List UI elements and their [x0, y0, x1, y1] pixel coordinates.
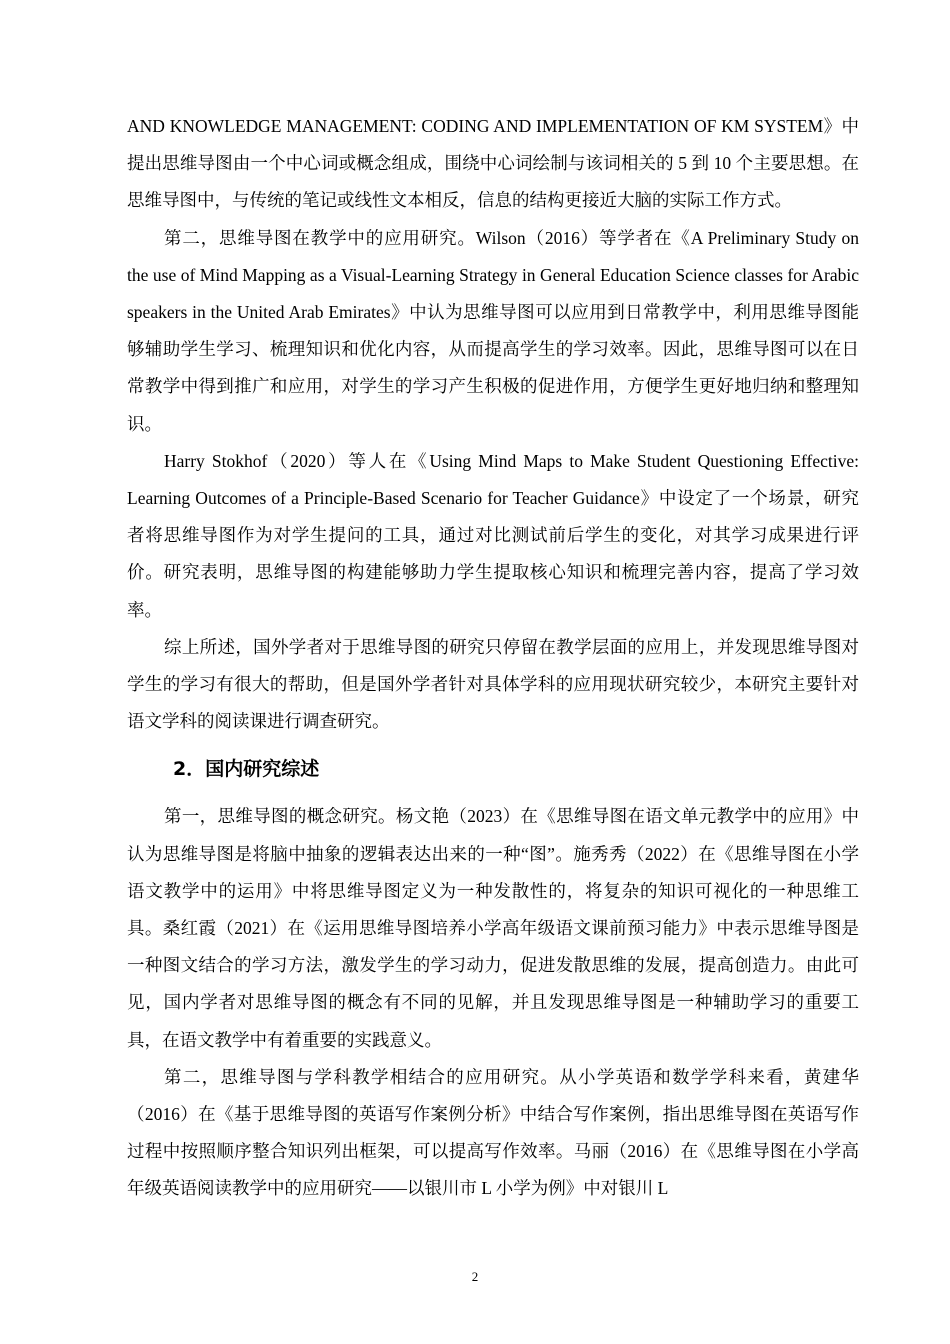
- section-heading: 2．国内研究综述: [173, 758, 320, 781]
- paragraph-application-research: 第二，思维导图在教学中的应用研究。Wilson（2016）等学者在《A Preliminary Study on the use of Mind Mapping as a Visual-Learning Strategy in General Education Science classes for Arabic speakers in the United Arab Emirates》中认为思维导图可以应用到日常教学中，利用思维导图能够辅助学生学习、梳理知识和优化内容，从而提高学生的学习效率。因此，思维导图可以在日常教学中得到推广和应用，对学生的学习产生积极的促进作用，方便学生更好地归纳和整理知识。: [127, 227, 859, 434]
- paragraph-stokhof-study: Harry Stokhof（2020）等人在《Using Mind Maps to Make Student Questioning Effective: Learning Outcomes of a Principle-Based Scenario for Teacher Guidance》中设定了一个场景，研究者将思维导图作为对学生提问的工具，通过对比测试前后学生的变化，对其学习成果进行评价。研究表明，思维导图的构建能够助力学生提取核心知识和梳理完善内容，提高了学习效率。: [127, 450, 859, 620]
- page-number: 2: [471, 1269, 479, 1284]
- paragraph-continuation: AND KNOWLEDGE MANAGEMENT: CODING AND IMPLEMENTATION OF KM SYSTEM》中提出思维导图由一个中心词或概念组成，围绕中心词绘制与该词相关的 5 到 10 个主要思想。在思维导图中，与传统的笔记或线性文本相反，信息的结构更接近大脑的实际工作方式。: [127, 116, 859, 211]
- paragraph-subject-teaching: 第二，思维导图与学科教学相结合的应用研究。从小学英语和数学学科来看，黄建华（2016）在《基于思维导图的英语写作案例分析》中结合写作案例，指出思维导图在英语写作过程中按照顺序整合知识列出框架，可以提高写作效率。马丽（2016）在《思维导图在小学高年级英语阅读教学中的应用研究——以银川市 L 小学为例》中对银川 L: [127, 1066, 859, 1199]
- paragraph-foreign-summary: 综上所述，国外学者对于思维导图的研究只停留在教学层面的应用上，并发现思维导图对学生的学习有很大的帮助，但是国外学者针对具体学科的应用现状研究较少，本研究主要针对语文学科的阅读课进行调查研究。: [127, 636, 859, 732]
- body-text: [127, 108, 859, 1208]
- paragraph-concept-research: 第一，思维导图的概念研究。杨文艳（2023）在《思维导图在语文单元教学中的应用》中认为思维导图是将脑中抽象的逻辑表达出来的一种“图”。施秀秀（2022）在《思维导图在小学语文教学中的运用》中将思维导图定义为一种发散性的，将复杂的知识可视化的一种思维工具。桑红霞（2021）在《运用思维导图培养小学高年级语文课前预习能力》中表示思维导图是一种图文结合的学习方法，激发学生的学习动力，促进发散思维的发展，提高创造力。由此可见，国内学者对思维导图的概念有不同的见解，并且发现思维导图是一种辅助学习的重要工具，在语文教学中有着重要的实践意义。: [127, 806, 859, 1050]
